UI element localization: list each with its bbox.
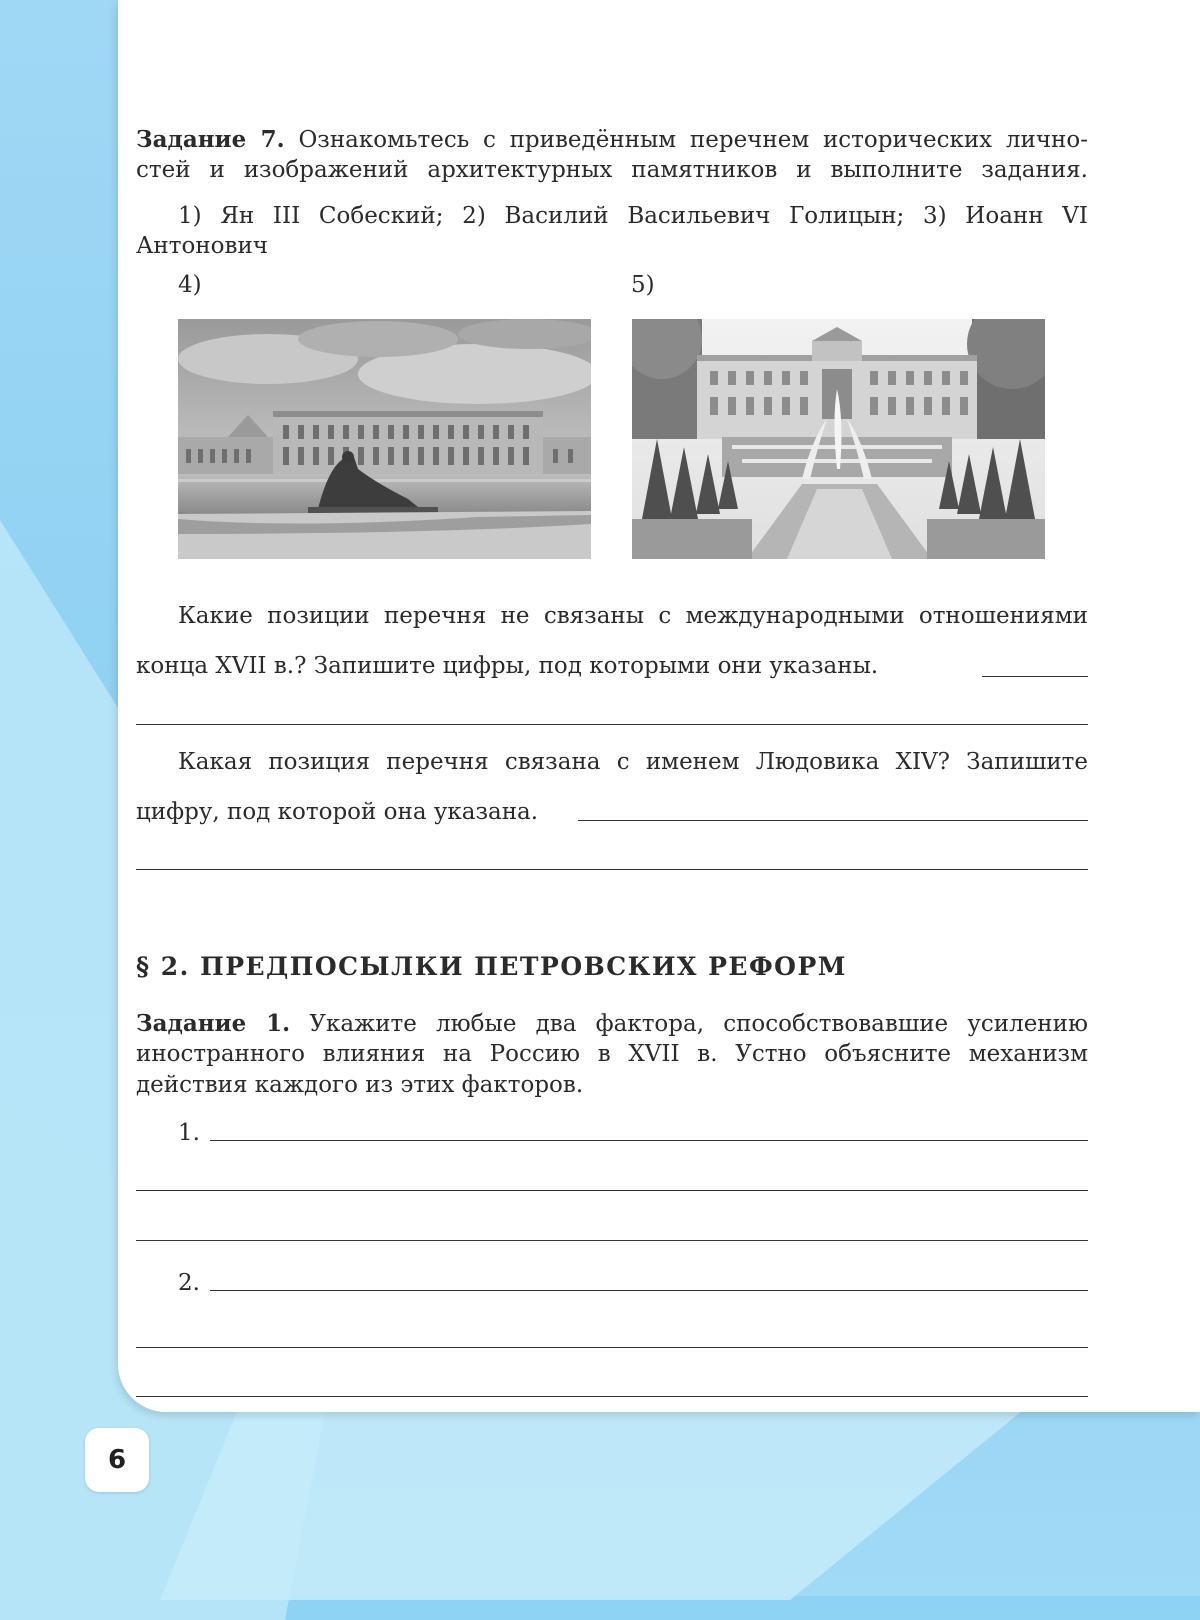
answer-line[interactable] <box>210 1140 1088 1141</box>
question1-line2: конца XVII в.? Запишите цифры, под которыми они указаны. <box>136 653 879 679</box>
question2-line1: Какая позиция перечня связана с именем Людовика XIV? Запишите <box>178 749 1088 775</box>
versailles-photo <box>178 319 591 559</box>
answer-item-1: 1. <box>178 1120 200 1146</box>
task7-list-line1: 1) Ян III Собеский; 2) Василий Васильевич Голицын; 3) Иоанн VI <box>178 203 1088 229</box>
task1-label: Задание 1. <box>136 1010 291 1037</box>
task7-list-line2: Антонович <box>136 233 268 259</box>
answer-item-2: 2. <box>178 1270 200 1296</box>
image5-label: 5) <box>631 272 655 298</box>
task7-intro-line2: стей и изображений архитектурных памятников и выполните задания. <box>136 157 1088 183</box>
answer-line[interactable] <box>136 1240 1088 1241</box>
image4-label: 4) <box>178 272 202 298</box>
workbook-page <box>118 0 1200 1412</box>
answer-line[interactable] <box>136 869 1088 870</box>
question1-line1: Какие позиции перечня не связаны с международными отношениями <box>178 603 1088 629</box>
task7-intro-line1: Задание 7. Ознакомьтесь с приведённым перечнем исторических лично- <box>136 126 1088 153</box>
answer-line[interactable] <box>136 724 1088 725</box>
answer-line[interactable] <box>136 1190 1088 1191</box>
task7-label: Задание 7. <box>136 126 285 153</box>
task1-line3: действия каждого из этих факторов. <box>136 1072 584 1098</box>
task1-line1: Задание 1. Укажите любые два фактора, способствовавшие усилению <box>136 1010 1088 1037</box>
peterhof-photo <box>632 319 1045 559</box>
task1-line2: иностранного влияния на Россию в XVII в. Устно объясните механизм <box>136 1041 1088 1067</box>
answer-line[interactable] <box>982 676 1088 677</box>
page-number: 6 <box>85 1428 149 1492</box>
answer-line[interactable] <box>578 820 1088 821</box>
answer-line[interactable] <box>210 1290 1088 1291</box>
section-heading: § 2. ПРЕДПОСЫЛКИ ПЕТРОВСКИХ РЕФОРМ <box>136 952 847 981</box>
answer-line[interactable] <box>136 1396 1088 1397</box>
question2-line2: цифру, под которой она указана. <box>136 799 539 825</box>
answer-line[interactable] <box>136 1347 1088 1348</box>
